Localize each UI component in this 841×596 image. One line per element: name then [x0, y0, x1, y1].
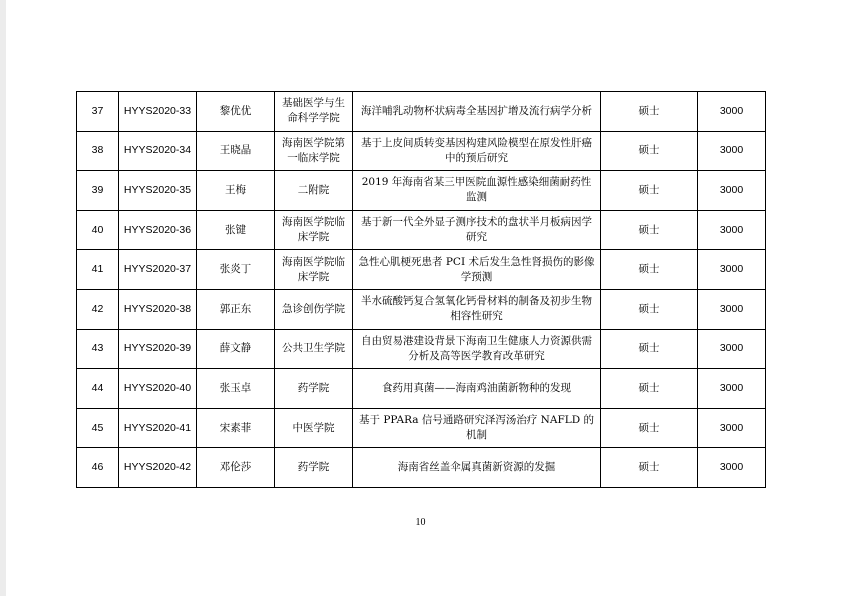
degree-cell: 硕士: [601, 408, 698, 448]
applicant-name-cell: 黎优优: [197, 92, 275, 132]
department-cell: 药学院: [275, 448, 353, 488]
department-cell: 基础医学与生命科学学院: [275, 92, 353, 132]
department-cell: 药学院: [275, 369, 353, 409]
project-table: [76, 91, 766, 488]
project-code-cell: HYYS2020-37: [119, 250, 197, 290]
funding-amount-cell: 3000: [698, 210, 766, 250]
row-number-cell: 45: [77, 408, 119, 448]
department-cell: 中医学院: [275, 408, 353, 448]
funding-amount-cell: 3000: [698, 92, 766, 132]
row-number-cell: 38: [77, 131, 119, 171]
page-edge: [0, 0, 6, 596]
funding-amount-cell: 3000: [698, 448, 766, 488]
row-number-cell: 42: [77, 289, 119, 329]
table-row: [77, 250, 766, 290]
funding-amount-cell: 3000: [698, 171, 766, 211]
page-number: 10: [415, 517, 426, 528]
degree-cell: 硕士: [601, 92, 698, 132]
table-body: [77, 92, 766, 488]
applicant-name-cell: 邓伦莎: [197, 448, 275, 488]
funding-amount-cell: 3000: [698, 329, 766, 369]
applicant-name-cell: 王梅: [197, 171, 275, 211]
project-code-cell: HYYS2020-36: [119, 210, 197, 250]
degree-cell: 硕士: [601, 369, 698, 409]
project-title-cell: 食药用真菌——海南鸡油菌新物种的发现: [353, 369, 601, 409]
project-title-cell: 基于 PPARa 信号通路研究泽泻汤治疗 NAFLD 的机制: [353, 408, 601, 448]
row-number-cell: 46: [77, 448, 119, 488]
project-code-cell: HYYS2020-34: [119, 131, 197, 171]
row-number-cell: 37: [77, 92, 119, 132]
department-cell: 二附院: [275, 171, 353, 211]
applicant-name-cell: 王晓晶: [197, 131, 275, 171]
project-title-cell: 基于上皮间质转变基因构建风险模型在原发性肝癌中的预后研究: [353, 131, 601, 171]
degree-cell: 硕士: [601, 289, 698, 329]
funding-amount-cell: 3000: [698, 250, 766, 290]
funding-amount-cell: 3000: [698, 408, 766, 448]
table-row: [77, 210, 766, 250]
project-code-cell: HYYS2020-39: [119, 329, 197, 369]
project-title-cell: 海洋哺乳动物杯状病毒全基因扩增及流行病学分析: [353, 92, 601, 132]
row-number-cell: 43: [77, 329, 119, 369]
department-cell: 公共卫生学院: [275, 329, 353, 369]
funding-amount-cell: 3000: [698, 369, 766, 409]
project-code-cell: HYYS2020-38: [119, 289, 197, 329]
department-cell: 海南医学院临床学院: [275, 250, 353, 290]
applicant-name-cell: 张键: [197, 210, 275, 250]
project-title-cell: 半水硫酸钙复合氢氧化钙骨材料的制备及初步生物相容性研究: [353, 289, 601, 329]
applicant-name-cell: 宋素菲: [197, 408, 275, 448]
table-row: [77, 408, 766, 448]
department-cell: 海南医学院临床学院: [275, 210, 353, 250]
applicant-name-cell: 张玉卓: [197, 369, 275, 409]
degree-cell: 硕士: [601, 250, 698, 290]
table-row: [77, 171, 766, 211]
project-code-cell: HYYS2020-33: [119, 92, 197, 132]
funding-amount-cell: 3000: [698, 131, 766, 171]
project-title-cell: 基于新一代全外显子测序技术的盘状半月板病因学研究: [353, 210, 601, 250]
degree-cell: 硕士: [601, 210, 698, 250]
project-title-cell: 急性心肌梗死患者 PCI 术后发生急性肾损伤的影像学预测: [353, 250, 601, 290]
department-cell: 急诊创伤学院: [275, 289, 353, 329]
applicant-name-cell: 郭正东: [197, 289, 275, 329]
degree-cell: 硕士: [601, 171, 698, 211]
table-row: [77, 329, 766, 369]
funding-amount-cell: 3000: [698, 289, 766, 329]
department-cell: 海南医学院第一临床学院: [275, 131, 353, 171]
table-row: [77, 289, 766, 329]
project-title-cell: 海南省丝盖伞属真菌新资源的发掘: [353, 448, 601, 488]
project-code-cell: HYYS2020-35: [119, 171, 197, 211]
project-code-cell: HYYS2020-42: [119, 448, 197, 488]
table-row: [77, 92, 766, 132]
degree-cell: 硕士: [601, 329, 698, 369]
project-title-cell: 2019 年海南省某三甲医院血源性感染细菌耐药性监测: [353, 171, 601, 211]
degree-cell: 硕士: [601, 131, 698, 171]
row-number-cell: 41: [77, 250, 119, 290]
applicant-name-cell: 薛文静: [197, 329, 275, 369]
project-code-cell: HYYS2020-40: [119, 369, 197, 409]
row-number-cell: 39: [77, 171, 119, 211]
degree-cell: 硕士: [601, 448, 698, 488]
row-number-cell: 40: [77, 210, 119, 250]
table-row: [77, 369, 766, 409]
row-number-cell: 44: [77, 369, 119, 409]
applicant-name-cell: 张炎丁: [197, 250, 275, 290]
table-row: [77, 448, 766, 488]
project-code-cell: HYYS2020-41: [119, 408, 197, 448]
table-row: [77, 131, 766, 171]
project-title-cell: 自由贸易港建设背景下海南卫生健康人力资源供需分析及高等医学教育改革研究: [353, 329, 601, 369]
